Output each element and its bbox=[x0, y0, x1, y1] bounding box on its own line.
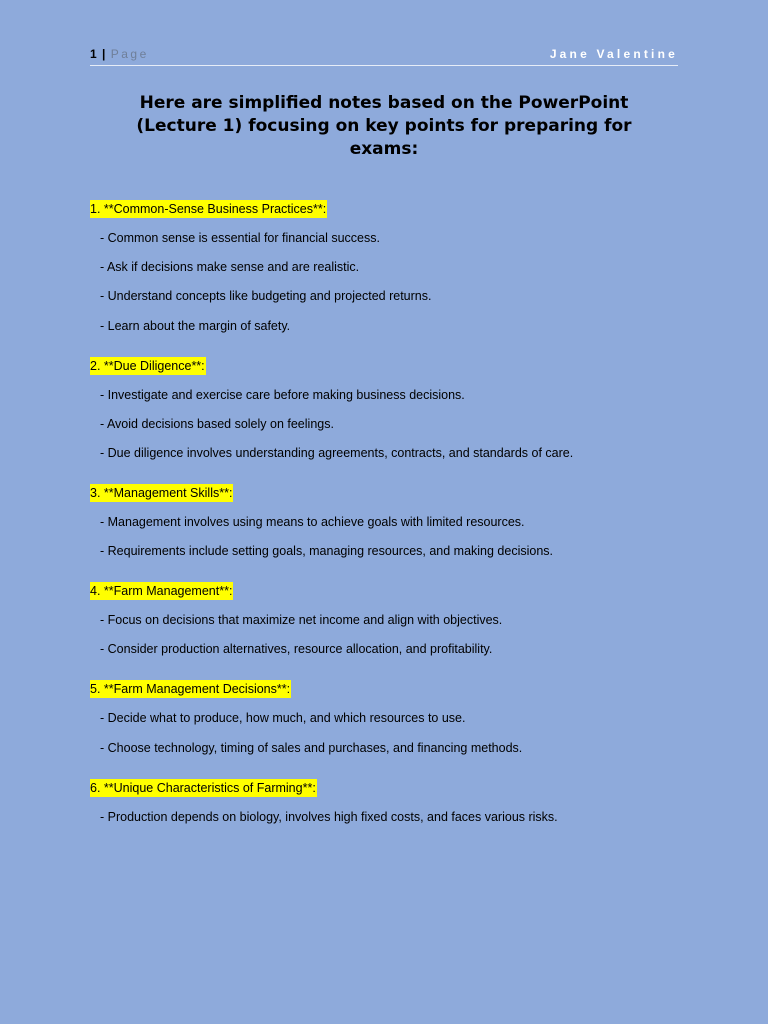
section-heading: 5. **Farm Management Decisions**: bbox=[90, 682, 291, 697]
note-section bbox=[90, 357, 710, 462]
page-number-label bbox=[90, 47, 149, 61]
bullet-point: - Requirements include setting goals, managing resources, and making decisions. bbox=[100, 544, 554, 559]
section-heading: 6. **Unique Characteristics of Farming**: bbox=[90, 780, 316, 795]
notes-sections bbox=[90, 200, 710, 848]
note-section bbox=[90, 680, 710, 756]
bullet-point: - Avoid decisions based solely on feelings. bbox=[100, 416, 334, 431]
bullet-point: - Ask if decisions make sense and are realistic. bbox=[100, 260, 360, 275]
bullet-point: - Consider production alternatives, resource allocation, and profitability. bbox=[100, 642, 493, 657]
bullet-point: - Common sense is essential for financial success. bbox=[100, 231, 380, 245]
page-word: Page bbox=[110, 47, 149, 61]
bullet-point: - Production depends on biology, involves high fixed costs, and faces various risks. bbox=[100, 809, 558, 824]
bullet-point: - Investigate and exercise care before making business decisions. bbox=[100, 387, 465, 402]
document-title: Here are simplified notes based on the PowerPoint (Lecture 1) focusing on key points for preparing for exams: bbox=[136, 93, 632, 159]
bullet-point: - Learn about the margin of safety. bbox=[100, 318, 291, 333]
note-section bbox=[90, 484, 710, 560]
section-heading: 2. **Due Diligence**: bbox=[90, 358, 205, 373]
note-section bbox=[90, 779, 710, 826]
bullet-point: - Choose technology, timing of sales and purchases, and financing methods. bbox=[100, 740, 523, 755]
bullet-point: - Decide what to produce, how much, and which resources to use. bbox=[100, 711, 466, 726]
bullet-point: - Understand concepts like budgeting and projected returns. bbox=[100, 289, 432, 304]
page-separator: | bbox=[97, 47, 111, 61]
bullet-point: - Focus on decisions that maximize net income and align with objectives. bbox=[100, 613, 503, 628]
page-number: 1 bbox=[90, 47, 98, 61]
section-heading: 3. **Management Skills**: bbox=[90, 485, 233, 500]
bullet-point: - Management involves using means to achieve goals with limited resources. bbox=[100, 514, 525, 529]
bullet-point: - Due diligence involves understanding agreements, contracts, and standards of care. bbox=[100, 445, 574, 460]
note-section bbox=[90, 200, 710, 335]
section-heading: 4. **Farm Management**: bbox=[90, 584, 233, 599]
note-section bbox=[90, 582, 710, 658]
page-header bbox=[90, 47, 678, 66]
author-name: Jane Valentine bbox=[549, 47, 678, 61]
section-heading: 1. **Common-Sense Business Practices**: bbox=[90, 202, 327, 216]
